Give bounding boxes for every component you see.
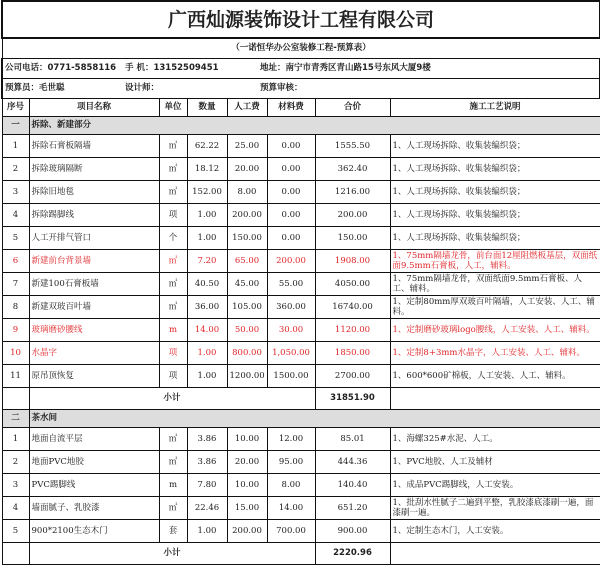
cell-name: 拆除踢脚线 bbox=[29, 203, 159, 226]
cell-name: 原吊顶恢复 bbox=[29, 364, 159, 387]
staff-row bbox=[2, 78, 600, 98]
reviewer: 预算审核： bbox=[260, 83, 303, 93]
cell-total: 200.00 bbox=[315, 203, 390, 226]
cell-material: 95.00 bbox=[267, 450, 315, 473]
cell-qty: 1.00 bbox=[187, 364, 227, 387]
cell-material: 700.00 bbox=[267, 519, 315, 542]
cell-labor: 150.00 bbox=[227, 226, 267, 249]
cell-labor: 50.00 bbox=[227, 318, 267, 341]
cell-no: 5 bbox=[2, 519, 29, 542]
cell-total: 16740.00 bbox=[315, 295, 390, 318]
header-cell: 序号 bbox=[2, 98, 29, 116]
company-phone: 公司电话：0771-5858116 bbox=[5, 63, 117, 73]
cell-material: 1,050.00 bbox=[267, 341, 315, 364]
cell-total: 1850.00 bbox=[315, 341, 390, 364]
cell-qty: 22.46 bbox=[187, 496, 227, 519]
cell-unit: ㎡ bbox=[159, 450, 187, 473]
cell-no: 3 bbox=[2, 473, 29, 496]
section-name: 茶水间 bbox=[29, 409, 600, 427]
cell-labor: 800.00 bbox=[227, 341, 267, 364]
cell-labor: 45.00 bbox=[227, 272, 267, 295]
address: 地址：南宁市青秀区青山路15号东风大厦9楼 bbox=[260, 63, 431, 73]
table-row bbox=[2, 450, 600, 473]
cell-total: 85.01 bbox=[315, 427, 390, 450]
section-number: 二 bbox=[2, 409, 29, 427]
cell-total: 1216.00 bbox=[315, 180, 390, 203]
cell-material: 360.00 bbox=[267, 295, 315, 318]
cell-unit: ㎡ bbox=[159, 496, 187, 519]
cell-name: 拆除玻璃隔断 bbox=[29, 157, 159, 180]
cell-desc: 1、人工现场拆除、收集装编织袋； bbox=[390, 180, 600, 203]
header-cell: 施工工艺说明 bbox=[390, 98, 600, 116]
cell-qty: 14.00 bbox=[187, 318, 227, 341]
subtotal-value: 31851.90 bbox=[315, 387, 390, 409]
cell-unit: m bbox=[159, 473, 187, 496]
cell-material: 0.00 bbox=[267, 226, 315, 249]
cell-material: 0.00 bbox=[267, 157, 315, 180]
cell-material: 0.00 bbox=[267, 134, 315, 157]
cell-labor: 15.00 bbox=[227, 496, 267, 519]
table-row bbox=[2, 427, 600, 450]
cell-no: 2 bbox=[2, 157, 29, 180]
header-cell: 材料费 bbox=[267, 98, 315, 116]
subtotal-value: 2220.96 bbox=[315, 542, 390, 564]
cell-unit: ㎡ bbox=[159, 180, 187, 203]
cell-no: 5 bbox=[2, 226, 29, 249]
designer: 设计师： bbox=[125, 83, 160, 93]
cell-qty: 3.86 bbox=[187, 450, 227, 473]
cell-name: 新建前台背景墙 bbox=[29, 249, 159, 272]
cell-qty: 40.50 bbox=[187, 272, 227, 295]
cell-qty: 36.00 bbox=[187, 295, 227, 318]
cell-qty: 1.00 bbox=[187, 519, 227, 542]
cell-unit: ㎡ bbox=[159, 295, 187, 318]
cell-no: 3 bbox=[2, 180, 29, 203]
table-row bbox=[2, 318, 600, 341]
cell-name: 拆除石膏板隔墙 bbox=[29, 134, 159, 157]
table-row bbox=[2, 341, 600, 364]
cell-no: 1 bbox=[2, 134, 29, 157]
cell-name: 水晶字 bbox=[29, 341, 159, 364]
table-row bbox=[2, 473, 600, 496]
mobile-phone: 手 机：13152509451 bbox=[125, 63, 219, 73]
subtotal-row bbox=[2, 387, 600, 409]
company-title: 广西灿源装饰设计工程有限公司 bbox=[2, 1, 600, 38]
table-row bbox=[2, 364, 600, 387]
cell-labor: 200.00 bbox=[227, 203, 267, 226]
cell-total: 900.00 bbox=[315, 519, 390, 542]
table-row bbox=[2, 295, 600, 318]
table-row bbox=[2, 134, 600, 157]
cell-total: 1908.00 bbox=[315, 249, 390, 272]
cell-labor: 20.00 bbox=[227, 157, 267, 180]
cell-labor: 65.00 bbox=[227, 249, 267, 272]
cell-name: 新建双玻百叶墙 bbox=[29, 295, 159, 318]
cell-total: 4050.00 bbox=[315, 272, 390, 295]
cell-no: 4 bbox=[2, 203, 29, 226]
cell-qty: 18.12 bbox=[187, 157, 227, 180]
cell-no: 10 bbox=[2, 341, 29, 364]
cell-qty: 7.20 bbox=[187, 249, 227, 272]
cell-name: 墙面腻子、乳胶漆 bbox=[29, 496, 159, 519]
cell-total: 140.40 bbox=[315, 473, 390, 496]
table-row bbox=[2, 519, 600, 542]
cell-no: 7 bbox=[2, 272, 29, 295]
cell-material: 8.00 bbox=[267, 473, 315, 496]
subtotal-label: 小计 bbox=[29, 542, 315, 564]
cell-desc: 1、定制磨砂玻璃logo腰线，人工安装、人工、辅料。 bbox=[390, 318, 600, 341]
cell-labor: 25.00 bbox=[227, 134, 267, 157]
cell-name: 人工开排气管口 bbox=[29, 226, 159, 249]
cell-name: 玻璃磨砂腰线 bbox=[29, 318, 159, 341]
cell-name: 拆除旧地毯 bbox=[29, 180, 159, 203]
cell-labor: 10.00 bbox=[227, 427, 267, 450]
cell-unit: 项 bbox=[159, 341, 187, 364]
section-header bbox=[2, 409, 600, 427]
cell-labor: 200.00 bbox=[227, 519, 267, 542]
cell-total: 362.40 bbox=[315, 157, 390, 180]
section-name: 拆除、新建部分 bbox=[29, 116, 600, 134]
cell-unit: 项 bbox=[159, 364, 187, 387]
cell-material: 1500.00 bbox=[267, 364, 315, 387]
cell-unit: 项 bbox=[159, 203, 187, 226]
cell-qty: 152.00 bbox=[187, 180, 227, 203]
cell-material: 12.00 bbox=[267, 427, 315, 450]
header-cell: 单位 bbox=[159, 98, 187, 116]
cell-unit: 个 bbox=[159, 226, 187, 249]
header-cell: 数量 bbox=[187, 98, 227, 116]
table-row bbox=[2, 226, 600, 249]
cell-total: 150.00 bbox=[315, 226, 390, 249]
cell-no: 4 bbox=[2, 496, 29, 519]
cell-name: PVC踢脚线 bbox=[29, 473, 159, 496]
cell-total: 1555.50 bbox=[315, 134, 390, 157]
cell-desc: 1、定制80mm厚双玻百叶隔墙，人工安装、人工、辅料。 bbox=[390, 295, 600, 318]
cell-no: 6 bbox=[2, 249, 29, 272]
cell-labor: 105.00 bbox=[227, 295, 267, 318]
document-subtitle: （一诺恒华办公室装修工程-预算表） bbox=[2, 38, 600, 58]
cell-total: 651.20 bbox=[315, 496, 390, 519]
cell-no: 2 bbox=[2, 450, 29, 473]
cell-desc: 1、600*600矿棉板，人工安装、人工、辅料。 bbox=[390, 364, 600, 387]
cell-qty: 7.80 bbox=[187, 473, 227, 496]
cell-qty: 1.00 bbox=[187, 226, 227, 249]
cell-desc: 1、批刮水性腻子二遍到平整，乳胶漆底漆刷一遍，面漆刷一遍。 bbox=[390, 496, 600, 519]
table-header bbox=[2, 98, 600, 116]
cell-qty: 62.22 bbox=[187, 134, 227, 157]
cell-name: 新建100石膏板墙 bbox=[29, 272, 159, 295]
cell-total: 444.36 bbox=[315, 450, 390, 473]
cell-desc: 1、75mm隔墙龙骨，前台面12厘阻燃板基层，双面纸面9.5mm石膏板，人工，辅料。 bbox=[390, 249, 600, 272]
cell-desc: 1、定制8+3mm水晶字，人工安装、人工、辅料。 bbox=[390, 341, 600, 364]
cell-no: 1 bbox=[2, 427, 29, 450]
contact-row bbox=[2, 58, 600, 78]
cell-name: 地面自流平层 bbox=[29, 427, 159, 450]
table-row bbox=[2, 272, 600, 295]
cell-no: 9 bbox=[2, 318, 29, 341]
cell-desc: 1、75mm隔墙龙骨，双面纸面9.5mm石膏板、人工、辅料。 bbox=[390, 272, 600, 295]
cell-qty: 3.86 bbox=[187, 427, 227, 450]
table-row bbox=[2, 203, 600, 226]
budgeter: 预算员：毛世聪 bbox=[5, 83, 65, 93]
cell-desc: 1、成品PVC踢脚线，人工安装。 bbox=[390, 473, 600, 496]
cell-unit: ㎡ bbox=[159, 157, 187, 180]
table-row bbox=[2, 157, 600, 180]
cell-desc: 1、PVC地胶、人工及辅材 bbox=[390, 450, 600, 473]
table-row bbox=[2, 496, 600, 519]
cell-material: 0.00 bbox=[267, 203, 315, 226]
cell-material: 0.00 bbox=[267, 180, 315, 203]
cell-desc: 1、人工现场拆除、收集装编织袋； bbox=[390, 226, 600, 249]
cell-labor: 10.00 bbox=[227, 473, 267, 496]
header-cell: 合价 bbox=[315, 98, 390, 116]
section-header bbox=[2, 116, 600, 134]
cell-unit: ㎡ bbox=[159, 272, 187, 295]
header-cell: 项目名称 bbox=[29, 98, 159, 116]
cell-unit: ㎡ bbox=[159, 427, 187, 450]
cell-desc: 1、人工现场拆除、收集装编织袋； bbox=[390, 203, 600, 226]
subtotal-label: 小计 bbox=[29, 387, 315, 409]
table-row bbox=[2, 249, 600, 272]
cell-material: 200.00 bbox=[267, 249, 315, 272]
budget-table bbox=[1, 0, 600, 565]
cell-desc: 1、定制生态木门，人工安装。 bbox=[390, 519, 600, 542]
cell-unit: ㎡ bbox=[159, 249, 187, 272]
cell-material: 14.00 bbox=[267, 496, 315, 519]
cell-name: 900*2100生态木门 bbox=[29, 519, 159, 542]
cell-material: 55.00 bbox=[267, 272, 315, 295]
cell-labor: 8.00 bbox=[227, 180, 267, 203]
section-number: 一 bbox=[2, 116, 29, 134]
cell-labor: 1200.00 bbox=[227, 364, 267, 387]
cell-qty: 1.00 bbox=[187, 203, 227, 226]
cell-total: 2700.00 bbox=[315, 364, 390, 387]
cell-unit: 套 bbox=[159, 519, 187, 542]
cell-qty: 1.00 bbox=[187, 341, 227, 364]
table-row bbox=[2, 180, 600, 203]
cell-total: 1120.00 bbox=[315, 318, 390, 341]
cell-desc: 1、人工现场拆除、收集装编织袋； bbox=[390, 157, 600, 180]
header-cell: 人工费 bbox=[227, 98, 267, 116]
cell-no: 11 bbox=[2, 364, 29, 387]
cell-unit: ㎡ bbox=[159, 134, 187, 157]
cell-labor: 20.00 bbox=[227, 450, 267, 473]
cell-name: 地面PVC地胶 bbox=[29, 450, 159, 473]
cell-material: 30.00 bbox=[267, 318, 315, 341]
cell-no: 8 bbox=[2, 295, 29, 318]
cell-desc: 1、海螺325#水泥、人工。 bbox=[390, 427, 600, 450]
subtotal-row bbox=[2, 542, 600, 564]
cell-desc: 1、人工现场拆除、收集装编织袋； bbox=[390, 134, 600, 157]
cell-unit: m bbox=[159, 318, 187, 341]
